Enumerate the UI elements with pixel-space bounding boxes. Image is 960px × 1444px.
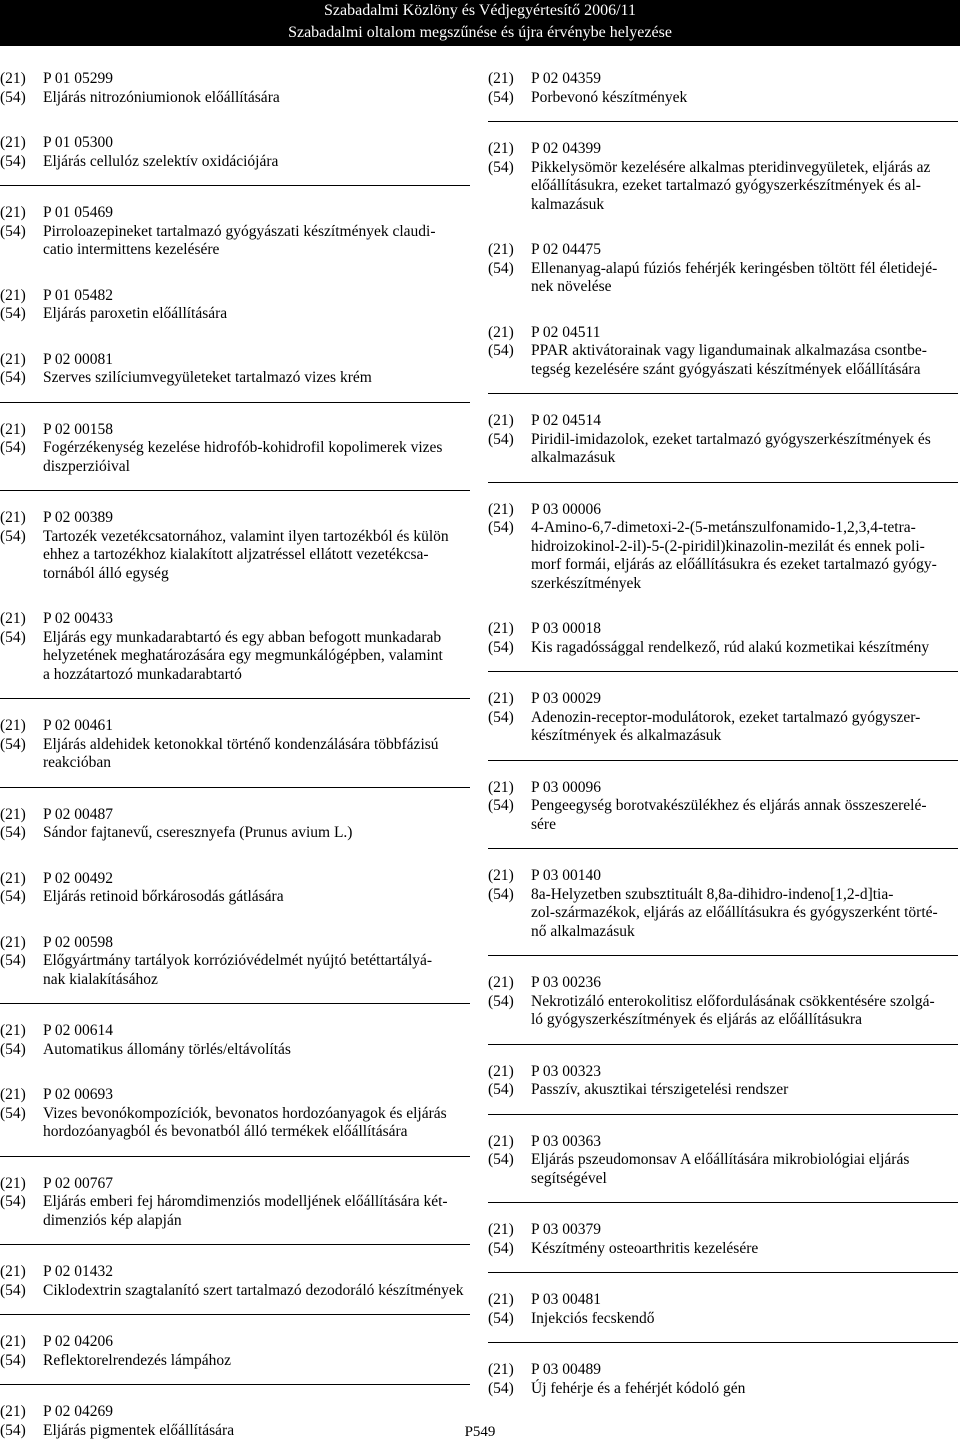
- invention-title-line: Reflektorelrendezés lámpához: [43, 1351, 232, 1369]
- patent-entry: [488, 1361, 958, 1398]
- entry-separator: [0, 1384, 470, 1385]
- title-code-label: (54): [488, 342, 514, 359]
- indent-spacer: [488, 449, 531, 468]
- right-column: [488, 70, 958, 1398]
- invention-title-line: nek növelése: [531, 278, 612, 295]
- indent-spacer: [0, 754, 43, 773]
- application-number: P 02 04399: [531, 140, 602, 157]
- entry-separator: [0, 185, 470, 186]
- application-code-label: (21): [0, 70, 26, 87]
- indent-spacer: [488, 177, 531, 196]
- invention-title-line: Porbevonó készítmények: [531, 88, 688, 106]
- title-code-label: (54): [488, 158, 514, 176]
- title-code-label: (54): [0, 628, 26, 646]
- entry-separator: [488, 671, 958, 672]
- invention-title-line: dimenziós kép alapján: [43, 1211, 182, 1229]
- patent-entry: [488, 1221, 958, 1258]
- invention-title-line: Tartozék vezetékcsatornához, valamint ilyen tartozékból és külön: [43, 527, 449, 545]
- entry-separator: [488, 1272, 958, 1273]
- invention-title-line: Eljárás paroxetin előállítására: [43, 305, 228, 322]
- application-number: P 02 00158: [43, 420, 114, 438]
- invention-title-line: sére: [531, 815, 556, 833]
- application-number: P 02 00081: [43, 350, 114, 368]
- patent-entry: [488, 412, 958, 468]
- application-code-label: (21): [488, 1361, 514, 1378]
- patent-entry: [0, 1175, 470, 1231]
- patent-entry: [0, 717, 470, 773]
- indent-spacer: [488, 556, 531, 575]
- invention-title-line: Eljárás aldehidek ketonokkal történő kondenzálására többfázisú: [43, 735, 439, 753]
- page-header: [0, 0, 960, 46]
- invention-title-line: Automatikus állomány törlés/eltávolítás: [43, 1040, 291, 1058]
- application-number: P 02 04475: [531, 241, 602, 258]
- entry-separator: [0, 787, 470, 788]
- patent-entry: [488, 501, 958, 594]
- title-code-label: (54): [0, 824, 26, 841]
- entry-separator: [0, 1314, 470, 1315]
- application-code-label: (21): [488, 412, 514, 429]
- indent-spacer: [0, 458, 43, 477]
- application-number: P 02 00767: [43, 1174, 114, 1192]
- application-number: P 02 04359: [531, 70, 602, 87]
- application-code-label: (21): [0, 134, 26, 151]
- indent-spacer: [488, 1170, 531, 1189]
- title-code-label: (54): [0, 439, 26, 456]
- invention-title-line: Ciklodextrin szagtalanító szert tartalmazó dezodoráló készítmények: [43, 1281, 464, 1299]
- application-code-label: (21): [488, 140, 514, 157]
- title-code-label: (54): [488, 992, 514, 1010]
- application-code-label: (21): [0, 204, 26, 221]
- application-code-label: (21): [0, 1086, 26, 1103]
- invention-title-line: Eljárás pigmentek előállítására: [43, 1421, 235, 1439]
- application-code-label: (21): [488, 1291, 514, 1308]
- patent-entry: [488, 1133, 958, 1189]
- invention-title-line: alkalmazásuk: [531, 449, 616, 466]
- entry-separator: [488, 393, 958, 394]
- application-number: P 03 00323: [531, 1062, 602, 1080]
- invention-title-line: Szerves szilíciumvegyületeket tartalmazó vizes krém: [43, 369, 372, 386]
- patent-entry: [488, 779, 958, 835]
- application-code-label: (21): [488, 1132, 514, 1150]
- patent-entry: [0, 509, 470, 583]
- application-number: P 03 00481: [531, 1291, 602, 1308]
- application-number: P 02 04514: [531, 412, 602, 429]
- invention-title-line: Eljárás nitrozóniumionok előállítására: [43, 88, 280, 106]
- entry-separator: [0, 698, 470, 699]
- patent-entry: [488, 324, 958, 380]
- invention-title-line: nak kialakításához: [43, 970, 158, 988]
- application-number: P 02 01432: [43, 1263, 114, 1280]
- indent-spacer: [0, 1212, 43, 1231]
- patent-entry: [488, 1063, 958, 1100]
- title-code-label: (54): [0, 1040, 26, 1058]
- entry-separator: [0, 1003, 470, 1004]
- invention-title-line: Pengeegység borotvakészülékhez és eljárás annak összeszerelé-: [531, 797, 927, 814]
- invention-title-line: Vizes bevonókompozíciók, bevonatos hordozóanyagok és eljárás: [43, 1104, 447, 1122]
- entry-separator: [488, 1342, 958, 1343]
- invention-title-line: Passzív, akusztikai térszigetelési rendszer: [531, 1081, 789, 1098]
- indent-spacer: [0, 647, 43, 666]
- indent-spacer: [488, 278, 531, 297]
- invention-title-line: reakcióban: [43, 754, 111, 771]
- journal-title: Szabadalmi Közlöny és Védjegyértesítő 2006/11: [324, 2, 636, 19]
- invention-title-line: tornából álló egység: [43, 564, 169, 582]
- patent-entry: [488, 867, 958, 941]
- patent-entry: [0, 421, 470, 477]
- application-number: P 02 00461: [43, 717, 114, 734]
- indent-spacer: [488, 538, 531, 557]
- patent-entry: [488, 70, 958, 107]
- invention-title-line: morf formái, eljárás az előállításukra és ezeket tartalmazó gyógy-: [531, 556, 937, 573]
- entry-separator: [0, 402, 470, 403]
- title-code-label: (54): [0, 1281, 26, 1299]
- application-code-label: (21): [488, 70, 514, 87]
- indent-spacer: [0, 1123, 43, 1142]
- title-code-label: (54): [0, 88, 26, 106]
- entry-separator: [488, 1114, 958, 1115]
- patent-entry: [488, 620, 958, 657]
- title-code-label: (54): [488, 88, 514, 106]
- application-number: P 03 00006: [531, 500, 602, 518]
- application-number: P 03 00018: [531, 620, 602, 637]
- application-number: P 02 00614: [43, 1022, 114, 1039]
- application-number: P 03 00236: [531, 974, 602, 991]
- indent-spacer: [0, 546, 43, 565]
- invention-title-line: Ellenanyag-alapú fúziós fehérjék keringésben töltött fél életidejé-: [531, 259, 938, 277]
- application-code-label: (21): [488, 500, 514, 518]
- entry-separator: [0, 1156, 470, 1157]
- invention-title-line: Nekrotizáló enterokolitisz előfordulásának csökkentésére szolgá-: [531, 992, 935, 1010]
- indent-spacer: [488, 904, 531, 923]
- invention-title-line: előállításukra, ezeket tartalmazó gyógyszerkészítmények és al-: [531, 177, 921, 194]
- invention-title-line: szerkészítmények: [531, 574, 642, 592]
- title-code-label: (54): [488, 430, 514, 448]
- patent-entry: [0, 1263, 470, 1300]
- patent-entry: [0, 134, 470, 171]
- application-number: P 02 00389: [43, 509, 114, 526]
- application-number: P 03 00489: [531, 1361, 602, 1378]
- invention-title-line: 4-Amino-6,7-dimetoxi-2-(5-metánszulfonamido-1,2,3,4-tetra-: [531, 519, 916, 536]
- application-number: P 03 00096: [531, 778, 602, 796]
- title-code-label: (54): [0, 1351, 26, 1369]
- patent-entry: [488, 974, 958, 1030]
- title-code-label: (54): [0, 735, 26, 753]
- patent-entry: [0, 351, 470, 388]
- patent-entry: [488, 140, 958, 214]
- invention-title-line: Eljárás cellulóz szelektív oxidációjára: [43, 152, 279, 170]
- application-number: P 03 00140: [531, 867, 602, 884]
- invention-title-line: Fogérzékenység kezelése hidrofób-kohidrofil kopolimerek vizes: [43, 439, 443, 456]
- invention-title-line: Sándor fajtanevű, cseresznyefa (Prunus avium L.): [43, 824, 353, 841]
- patent-entry: [0, 870, 470, 907]
- title-code-label: (54): [0, 305, 26, 322]
- title-code-label: (54): [488, 708, 514, 726]
- title-code-label: (54): [0, 1193, 26, 1210]
- application-number: P 01 05482: [43, 286, 114, 304]
- invention-title-line: PPAR aktivátorainak vagy ligandumainak alkalmazása csontbe-: [531, 342, 927, 359]
- patent-entry: [0, 934, 470, 990]
- entry-separator: [488, 1202, 958, 1203]
- application-number: P 03 00379: [531, 1221, 602, 1238]
- application-code-label: (21): [488, 1221, 514, 1238]
- patent-entry: [0, 1333, 470, 1370]
- title-code-label: (54): [0, 152, 26, 170]
- application-code-label: (21): [488, 974, 514, 991]
- title-code-label: (54): [0, 1421, 26, 1439]
- application-number: P 01 05300: [43, 134, 114, 151]
- application-code-label: (21): [0, 1403, 26, 1420]
- invention-title-line: ehhez a tartozékhoz kialakított aljzatréssel ellátott vezetékcsa-: [43, 546, 429, 563]
- indent-spacer: [0, 666, 43, 685]
- invention-title-line: nő alkalmazásuk: [531, 922, 635, 940]
- invention-title-line: Eljárás retinoid bőrkárosodás gátlására: [43, 888, 284, 905]
- indent-spacer: [488, 727, 531, 746]
- application-code-label: (21): [0, 1333, 26, 1350]
- patent-entry: [488, 241, 958, 297]
- application-number: P 02 04269: [43, 1403, 114, 1420]
- title-code-label: (54): [0, 369, 26, 386]
- title-code-label: (54): [488, 519, 514, 536]
- invention-title-line: Eljárás pszeudomonsav A előállítására mikrobiológiai eljárás: [531, 1151, 910, 1168]
- indent-spacer: [488, 923, 531, 942]
- invention-title-line: 8a-Helyzetben szubsztituált 8,8a-dihidro-indeno[1,2-d]tia-: [531, 885, 894, 903]
- application-code-label: (21): [488, 620, 514, 637]
- title-code-label: (54): [0, 527, 26, 545]
- application-number: P 01 05469: [43, 204, 114, 221]
- title-code-label: (54): [0, 952, 26, 969]
- invention-title-line: kalmazásuk: [531, 195, 605, 213]
- page-number: P549: [464, 1424, 496, 1440]
- title-code-label: (54): [488, 259, 514, 277]
- application-number: P 03 00363: [531, 1132, 602, 1150]
- title-code-label: (54): [0, 222, 26, 240]
- title-code-label: (54): [488, 885, 514, 903]
- application-number: P 03 00029: [531, 690, 602, 707]
- application-code-label: (21): [0, 1022, 26, 1039]
- invention-title-line: hidroizokinol-2-il)-5-(2-piridil)kinazolin-mezilát és ennek poli-: [531, 537, 925, 555]
- title-code-label: (54): [488, 1081, 514, 1098]
- section-title: Szabadalmi oltalom megszűnése és újra érvénybe helyezése: [288, 24, 672, 41]
- invention-title-line: Piridil-imidazolok, ezeket tartalmazó gyógyszerkészítmények és: [531, 430, 931, 448]
- application-number: P 02 04206: [43, 1333, 114, 1350]
- title-code-label: (54): [488, 1309, 514, 1327]
- indent-spacer: [488, 1011, 531, 1030]
- invention-title-line: készítmények és alkalmazásuk: [531, 727, 722, 744]
- title-code-label: (54): [0, 888, 26, 905]
- application-number: P 01 05299: [43, 70, 114, 87]
- application-code-label: (21): [0, 420, 26, 438]
- invention-title-line: a hozzátartozó munkadarabtartó: [43, 665, 242, 683]
- application-number: P 02 00693: [43, 1086, 114, 1103]
- patent-entry: [0, 204, 470, 260]
- application-code-label: (21): [0, 1263, 26, 1280]
- application-code-label: (21): [488, 241, 514, 258]
- entry-separator: [0, 1244, 470, 1245]
- application-number: P 02 00487: [43, 805, 114, 823]
- indent-spacer: [488, 196, 531, 215]
- left-column: [0, 70, 470, 1440]
- invention-title-line: hordozóanyagból és bevonatból álló termékek előállítására: [43, 1123, 408, 1140]
- invention-title-line: Előgyártmány tartályok korrózióvédelmét nyújtó betéttartályá-: [43, 952, 433, 969]
- application-code-label: (21): [0, 610, 26, 627]
- application-code-label: (21): [0, 805, 26, 823]
- entry-separator: [0, 490, 470, 491]
- invention-title-line: diszperzióival: [43, 457, 130, 475]
- application-code-label: (21): [0, 717, 26, 734]
- application-code-label: (21): [0, 509, 26, 526]
- invention-title-line: Pirroloazepineket tartalmazó gyógyászati készítmények claudi-: [43, 222, 436, 240]
- entry-separator: [488, 1044, 958, 1045]
- application-code-label: (21): [0, 869, 26, 887]
- title-code-label: (54): [0, 1104, 26, 1122]
- application-code-label: (21): [488, 778, 514, 796]
- application-number: P 02 04511: [531, 323, 601, 341]
- indent-spacer: [488, 361, 531, 380]
- indent-spacer: [0, 971, 43, 990]
- indent-spacer: [0, 565, 43, 584]
- application-number: P 02 00598: [43, 933, 114, 951]
- invention-title-line: ló gyógyszerkészítmények és eljárás az előállításukra: [531, 1011, 862, 1028]
- patent-entry: [0, 1022, 470, 1059]
- entry-separator: [488, 848, 958, 849]
- invention-title-line: tegség kezelésére szánt gyógyászati készítmények előállítására: [531, 360, 921, 378]
- invention-title-line: Eljárás emberi fej háromdimenziós modelljének előállítására két-: [43, 1193, 448, 1210]
- patent-entry: [0, 1086, 470, 1142]
- application-code-label: (21): [0, 933, 26, 951]
- patent-entry: [488, 690, 958, 746]
- application-code-label: (21): [488, 867, 514, 884]
- indent-spacer: [488, 816, 531, 835]
- invention-title-line: Adenozin-receptor-modulátorok, ezeket tartalmazó gyógyszer-: [531, 708, 921, 726]
- application-code-label: (21): [488, 323, 514, 341]
- application-code-label: (21): [0, 1174, 26, 1192]
- application-code-label: (21): [0, 350, 26, 368]
- entry-separator: [488, 121, 958, 122]
- patent-entry: [0, 806, 470, 843]
- invention-title-line: zol-származékok, eljárás az előállításukra és gyógyszerként törté-: [531, 904, 938, 921]
- application-number: P 02 00492: [43, 869, 114, 887]
- title-code-label: (54): [488, 1151, 514, 1168]
- invention-title-line: segítségével: [531, 1169, 607, 1187]
- patent-entry: [0, 287, 470, 324]
- invention-title-line: Eljárás egy munkadarabtartó és egy abban befogott munkadarab: [43, 628, 442, 646]
- title-code-label: (54): [488, 638, 514, 656]
- title-code-label: (54): [488, 1239, 514, 1257]
- indent-spacer: [0, 241, 43, 260]
- entry-separator: [488, 955, 958, 956]
- title-code-label: (54): [488, 1379, 514, 1397]
- title-code-label: (54): [488, 797, 514, 814]
- application-code-label: (21): [0, 286, 26, 304]
- invention-title-line: helyzetének meghatározására egy megmunkálógépben, valamint: [43, 647, 443, 664]
- invention-title-line: Injekciós fecskendő: [531, 1309, 655, 1327]
- entry-separator: [488, 482, 958, 483]
- invention-title-line: catio intermittens kezelésére: [43, 241, 220, 258]
- patent-entry: [0, 70, 470, 107]
- entry-separator: [488, 760, 958, 761]
- application-number: P 02 00433: [43, 610, 114, 627]
- patent-entry: [488, 1291, 958, 1328]
- invention-title-line: Kis ragadóssággal rendelkező, rúd alakú kozmetikai készítmény: [531, 638, 930, 656]
- invention-title-line: Pikkelysömör kezelésére alkalmas pteridinvegyületek, eljárás az: [531, 158, 931, 176]
- invention-title-line: Új fehérje és a fehérjét kódoló gén: [531, 1379, 746, 1397]
- patent-entry: [0, 610, 470, 684]
- application-code-label: (21): [488, 690, 514, 707]
- indent-spacer: [488, 575, 531, 594]
- invention-title-line: Készítmény osteoarthritis kezelésére: [531, 1239, 759, 1257]
- application-code-label: (21): [488, 1062, 514, 1080]
